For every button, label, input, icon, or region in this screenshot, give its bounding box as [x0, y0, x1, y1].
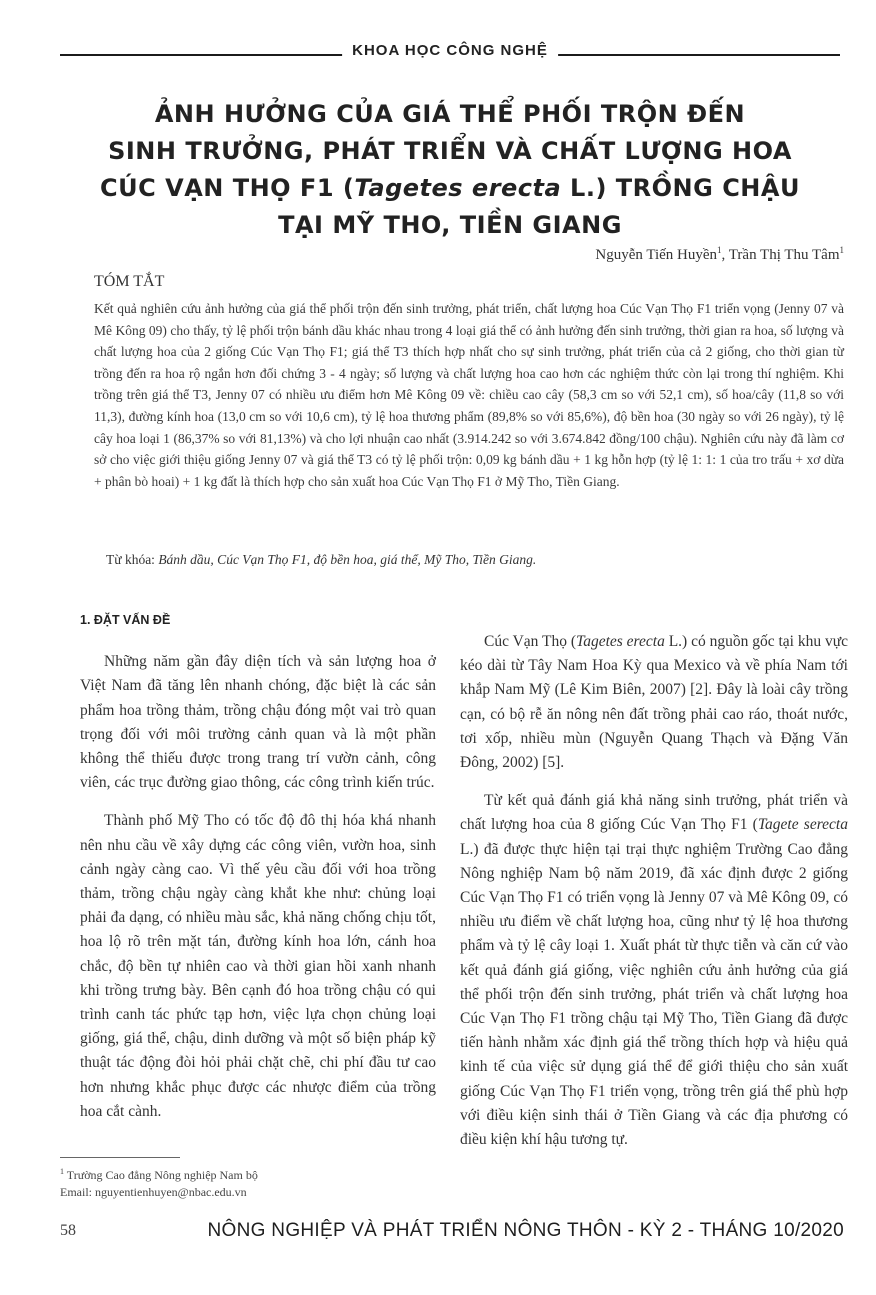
title-line-2: SINH TRƯỞNG, PHÁT TRIỂN VÀ CHẤT LƯỢNG HOA — [108, 137, 792, 165]
footnote-affiliation-text: Trường Cao đẳng Nông nghiệp Nam bộ — [64, 1168, 258, 1182]
footnote-rule — [60, 1157, 180, 1158]
title-species-name: Tagetes erecta — [354, 174, 562, 202]
keywords-label: Từ khóa: — [106, 552, 159, 567]
footnote-marker: 1 — [60, 1167, 64, 1176]
section-heading: 1. ĐẶT VẤN ĐỀ — [80, 613, 171, 627]
left-column — [80, 608, 436, 1138]
keywords — [106, 552, 846, 568]
footnote-email: Email: nguyentienhuyen@nbac.edu.vn — [60, 1185, 247, 1199]
journal-footer: NÔNG NGHIỆP VÀ PHÁT TRIỂN NÔNG THÔN - KỲ 2 - THÁNG 10/2020 — [207, 1220, 844, 1241]
page-number: 58 — [60, 1222, 76, 1239]
abstract-heading: TÓM TẮT — [94, 273, 165, 290]
author-1-affiliation: 1 — [717, 245, 722, 255]
species-name: Tagetes erecta — [576, 633, 665, 650]
section-header — [60, 36, 840, 76]
right-column — [460, 630, 848, 1166]
title-line-3-post: L.) TRỒNG CHẬU — [561, 174, 800, 202]
paragraph: Thành phố Mỹ Tho có tốc độ đô thị hóa khá nhanh nên nhu cầu về xây dựng các công viên, vườn hoa, sinh cảnh ngày càng cao. Vì thế yêu cầu đối với hoa trồng thảm, trồng chậu ngày càng khắt khe như: chủng loại phải đa dạng, có nhiều màu sắc, khả năng chống chịu tốt, hoa lộ rõ trên mặt tán, đường kính hoa lớn, cánh hoa chắc, độ bền tự nhiên cao và thời gian hồi xanh nhanh khi trồng trưng bày. Bên cạnh đó hoa trồng chậu có qui trình canh tác phức tạp hơn, việc lựa chọn chủng loại giống, giá thể, chậu, dinh dưỡng và một số biện pháp kỹ thuật tác động đòi hỏi phải chặt chẽ, chi phí đầu tư cao hơn nhưng khắc phục được các nhược điểm của trồng hoa cắt cành. — [80, 812, 436, 1120]
paragraph-text: L.) có nguồn gốc tại khu vực kéo dài từ Tây Nam Hoa Kỳ qua Mexico và về phía Nam tới khắp Nam Mỹ (Lê Kim Biên, 2007) [2]. Đây là loài cây trồng cạn, có bộ rễ ăn nông nên đất trồng phải cao ráo, thoát nước, tơi xốp, nhiều mùn (Nguyễn Quang Thạch và Đặng Văn Đông, 2002) [5]. — [460, 633, 848, 772]
author-2: Trần Thị Thu Tâm — [728, 247, 840, 263]
title-line-3 — [60, 170, 840, 207]
title-line-4: TẠI MỸ THO, TIỀN GIANG — [278, 211, 622, 239]
author-2-affiliation: 1 — [839, 245, 844, 255]
paragraph — [460, 789, 848, 1152]
author-1: Nguyễn Tiến Huyền — [595, 247, 718, 263]
abstract-text: Kết quả nghiên cứu ảnh hưởng của giá thể phối trộn đến sinh trưởng, phát triển, chất lượng hoa Cúc Vạn Thọ F1 triển vọng (Jenny 07 và Mê Kông 09) cho thấy, tỷ lệ phối trộn bánh dầu khác nhau trong 4 loại giá thể có ảnh hưởng đến sinh trưởng, thời gian ra hoa, số lượng và chất lượng hoa của 2 giống Cúc Vạn Thọ F1; giá thể T3 thích hợp nhất cho sự sinh trưởng, phát triển của cả 2 giống, cho thời gian từ trồng đến ra hoa rộ ngắn hơn đối chứng 3 - 4 ngày; số lượng và chất lượng hoa cao hơn các nghiệm thức còn lại trong thí nghiệm. Khi trồng trên giá thể T3, Jenny 07 có nhiều ưu điểm hơn Mê Kông 09 về: chiều cao cây (58,3 cm so với 52,1 cm), số hoa/cây (11,8 so với 11,3), đường kính hoa (13,0 cm so với 10,6 cm), tỷ lệ hoa thương phẩm (89,8% so với 85,6%), độ bền hoa (30 ngày so với 26 ngày), tỷ lệ cây hoa loại 1 (86,37% so với 81,13%) và cho lợi nhuận cao nhất (3.914.242 so với 3.674.842 đồng/100 chậu). Nghiên cứu này đã làm cơ sở cho việc giới thiệu giống Jenny 07 và giá thể T3 có tỷ lệ phối trộn: 0,09 kg bánh dầu + 1 kg hỗn hợp (tỷ lệ 1: 1: 1 của tro trấu + xơ dừa + phân bò hoai) + 1 kg đất là thích hợp cho sản xuất hoa Cúc Vạn Thọ F1 ở Mỹ Tho, Tiền Giang. — [94, 301, 844, 489]
paragraph — [460, 630, 848, 775]
footnote — [60, 1163, 258, 1201]
title-line-1: ẢNH HƯỞNG CỦA GIÁ THỂ PHỐI TRỘN ĐẾN — [154, 100, 746, 128]
species-name: Tagete serecta — [757, 816, 848, 834]
author-list — [595, 245, 844, 264]
paragraph: Những năm gần đây diện tích và sản lượng hoa ở Việt Nam đã tăng lên nhanh chóng, đặc biệt là các sản phẩm hoa trồng thảm, trồng chậu đóng một vai trò quan trọng đối với môi trường cảnh quan và là một phần không thể thiếu được trong trang trí vườn cảnh, công viên, các trục đường giao thông, các công trình kiến trúc. — [80, 653, 436, 792]
title-line-3-pre: CÚC VẠN THỌ F1 ( — [100, 174, 355, 202]
author-separator: , — [721, 247, 729, 263]
article-title — [60, 96, 840, 244]
paragraph-text: Từ kết quả đánh giá khả năng sinh trưởng, phát triển và chất lượng hoa của 8 giống Cúc Vạn Thọ F1 ( — [460, 792, 848, 834]
abstract-body — [94, 298, 844, 492]
section-label: KHOA HỌC CÔNG NGHỆ — [342, 42, 558, 59]
paragraph-text: Cúc Vạn Thọ ( — [484, 633, 576, 650]
footnote-affiliation — [60, 1163, 258, 1184]
paragraph-text: L.) đã được thực hiện tại trại thực nghiệm Trường Cao đẳng Nông nghiệp Nam bộ năm 2019, đã xác định được 2 giống Cúc Vạn Thọ F1 có triển vọng là Jenny 07 và Mê Kông 09, có nhiều ưu điểm về chất lượng hoa, cũng như tỷ lệ hoa thương phẩm và tỷ lệ cây loại 1. Xuất phát từ thực tiễn và căn cứ vào kết quả đánh giá giống, việc nghiên cứu ảnh hưởng của giá thể phối trộn đến sinh trưởng, phát triển và chất lượng hoa Cúc Vạn Thọ F1 trồng chậu tại Mỹ Tho, Tiền Giang đã được tiến hành nhằm xác định giá thể trồng thích hợp và hiệu quả kinh tế của việc sử dụng giá thể để giới thiệu cho sản xuất giống Cúc Vạn Thọ F1 triển vọng, trồng trên giá thể phù hợp với điều kiện sinh thái ở Tiền Giang và các địa phương có điều kiện khí hậu tương tự. — [460, 840, 848, 1149]
keywords-terms: Bánh dầu, Cúc Vạn Thọ F1, độ bền hoa, giá thể, Mỹ Tho, Tiền Giang. — [158, 552, 537, 567]
